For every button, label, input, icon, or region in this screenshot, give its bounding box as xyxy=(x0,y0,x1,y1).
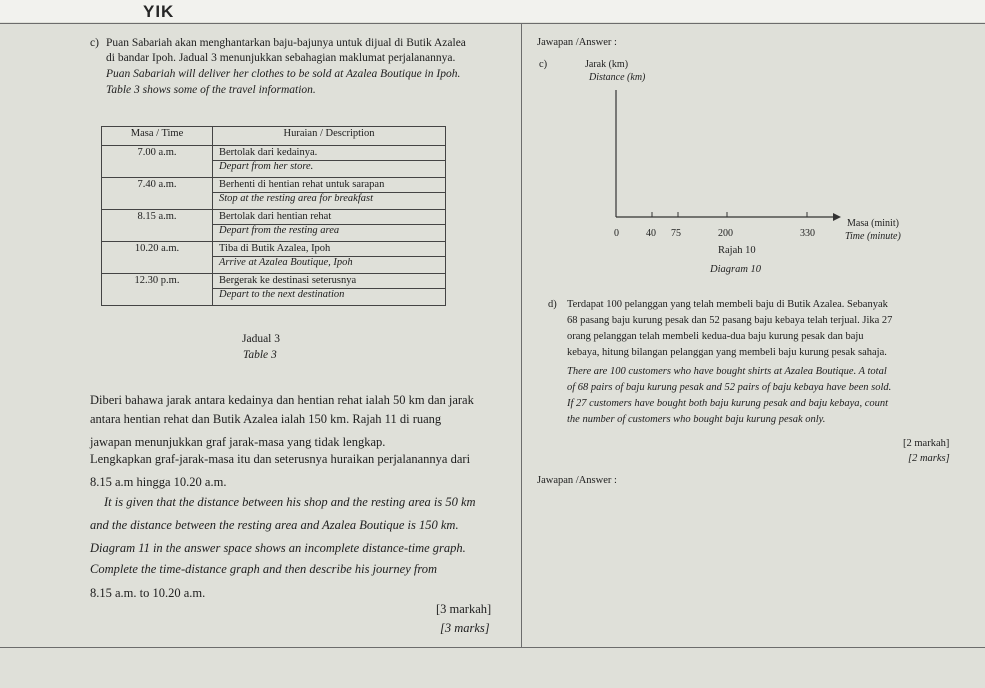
table-caption-ms: Jadual 3 xyxy=(242,333,281,345)
y-axis-label-en: Distance (km) xyxy=(589,72,646,83)
body-en-4: Complete the time-distance graph and then describe his journey from xyxy=(90,562,438,576)
x-axis-ticks xyxy=(652,212,807,217)
table-cell-description xyxy=(213,274,446,306)
question-c-intro-en-2: Table 3 shows some of the travel information. xyxy=(106,84,316,96)
question-d-ms-2: 68 pasang baju kurung pesak dan 52 pasang baju kebaya telah terjual. Jika 27 xyxy=(567,315,893,326)
table-header-time: Masa / Time xyxy=(102,127,213,146)
table-row xyxy=(102,242,446,274)
diagram-caption-ms: Rajah 10 xyxy=(718,245,756,256)
question-c-intro-ms-2: di bandar Ipoh. Jadual 3 menunjukkan sebahagian maklumat perjalanannya. xyxy=(106,52,456,64)
answer-heading-d: Jawapan /Answer : xyxy=(537,475,617,486)
x-axis-label-ms: Masa (minit) xyxy=(847,218,899,229)
body-ms-2: antara hentian rehat dan Butik Azalea ialah 150 km. Rajah 11 di ruang xyxy=(90,412,442,426)
tick-label: 330 xyxy=(800,228,815,239)
question-c-number: c) xyxy=(90,37,99,49)
answer-heading-c xyxy=(537,37,617,49)
description-ms: Bertolak dari hentian rehat xyxy=(219,211,332,222)
table-cell-time: 8.15 a.m. xyxy=(102,210,213,242)
question-d-number: d) xyxy=(548,299,557,310)
question-d-en-2: of 68 pairs of baju kurung pesak and 52 pairs of baju kebaya have been sold. xyxy=(567,382,892,393)
tick-label: 75 xyxy=(671,228,681,239)
table-cell-time: 10.20 a.m. xyxy=(102,242,213,274)
table-row xyxy=(102,146,446,178)
question-d-en-1: There are 100 customers who have bought shirts at Azalea Boutique. A total xyxy=(567,366,887,377)
table-row xyxy=(102,178,446,210)
table-row xyxy=(102,274,446,306)
description-en: Depart to the next destination xyxy=(213,288,445,302)
body-en-5: 8.15 a.m. to 10.20 a.m. xyxy=(90,586,206,600)
table-header-description: Huraian / Description xyxy=(213,127,446,146)
description-en: Depart from the resting area xyxy=(213,224,445,238)
table-cell-description xyxy=(213,210,446,242)
question-c-intro-ms-1: Puan Sabariah akan menghantarkan baju-bajunya untuk dijual di Butik Azalea xyxy=(106,37,466,49)
x-axis-arrow-icon xyxy=(833,213,841,221)
marks-d-ms: [2 markah] xyxy=(903,438,950,449)
question-d-ms-1: Terdapat 100 pelanggan yang telah membeli baju di Butik Azalea. Sebanyak xyxy=(567,299,888,310)
marks-c-ms: [3 markah] xyxy=(436,602,492,616)
description-ms: Tiba di Butik Azalea, Ipoh xyxy=(219,243,331,254)
body-ms-1: Diberi bahawa jarak antara kedainya dan hentian rehat ialah 50 km dan jarak xyxy=(90,393,474,407)
description-ms: Bergerak ke destinasi seterusnya xyxy=(219,275,357,286)
table-cell-description xyxy=(213,146,446,178)
tick-label: 40 xyxy=(646,228,656,239)
description-en: Stop at the resting area for breakfast xyxy=(213,192,445,206)
tick-label: 0 xyxy=(614,228,619,239)
column-divider xyxy=(521,23,522,648)
question-d-en-4: the number of customers who bought baju kurung pesak only. xyxy=(567,414,826,425)
table-cell-description xyxy=(213,242,446,274)
travel-table xyxy=(101,126,446,306)
marks-c-en: [3 marks] xyxy=(440,621,490,635)
answer-c-label: c) xyxy=(539,59,548,70)
description-en: Depart from her store. xyxy=(213,160,445,174)
diagram-caption-en: Diagram 10 xyxy=(710,264,762,275)
table-cell-time: 7.40 a.m. xyxy=(102,178,213,210)
header-banner xyxy=(0,0,985,22)
bottom-border xyxy=(0,647,985,648)
question-d-en-3: If 27 customers have bought both baju kurung pesak and baju kebaya, count xyxy=(567,398,889,409)
distance-time-graph xyxy=(560,60,940,285)
description-ms: Bertolak dari kedainya. xyxy=(219,147,318,158)
table-cell-time: 12.30 p.m. xyxy=(102,274,213,306)
question-d-ms-4: kebaya, hitung bilangan pelanggan yang membeli baju kurung pesak sahaja. xyxy=(567,347,887,358)
question-d-ms-3: orang pelanggan telah membeli kedua-dua baju kurung pesak dan baju xyxy=(567,331,864,342)
question-c-intro-en-1: Puan Sabariah will deliver her clothes to be sold at Azalea Boutique in Ipoh. xyxy=(106,68,461,80)
body-ms-5: 8.15 a.m hingga 10.20 a.m. xyxy=(90,475,227,489)
top-border xyxy=(0,23,985,24)
description-en: Arrive at Azalea Boutique, Ipoh xyxy=(213,256,445,270)
tick-label: 200 xyxy=(718,228,733,239)
table-cell-time: 7.00 a.m. xyxy=(102,146,213,178)
y-axis-label-ms: Jarak (km) xyxy=(585,60,629,70)
body-en-2: and the distance between the resting area and Azalea Boutique is 150 km. xyxy=(90,518,459,532)
school-code: YIK xyxy=(143,2,175,21)
table-row xyxy=(102,210,446,242)
description-ms: Berhenti di hentian rehat untuk sarapan xyxy=(219,179,385,190)
marks-d-en: [2 marks] xyxy=(908,453,950,464)
body-ms-4: Lengkapkan graf-jarak-masa itu dan seterusnya huraikan perjalanannya dari xyxy=(90,452,471,466)
body-ms-3: jawapan menunjukkan graf jarak-masa yang tidak lengkap. xyxy=(90,435,386,449)
body-en-3: Diagram 11 in the answer space shows an incomplete distance-time graph. xyxy=(90,541,466,555)
answer-heading-text: Jawapan /Answer : xyxy=(537,37,617,48)
table-cell-description xyxy=(213,178,446,210)
body-en-1: It is given that the distance between his shop and the resting area is 50 km xyxy=(104,495,476,509)
table-caption-en: Table 3 xyxy=(243,349,277,361)
x-axis-label-en: Time (minute) xyxy=(845,231,901,242)
